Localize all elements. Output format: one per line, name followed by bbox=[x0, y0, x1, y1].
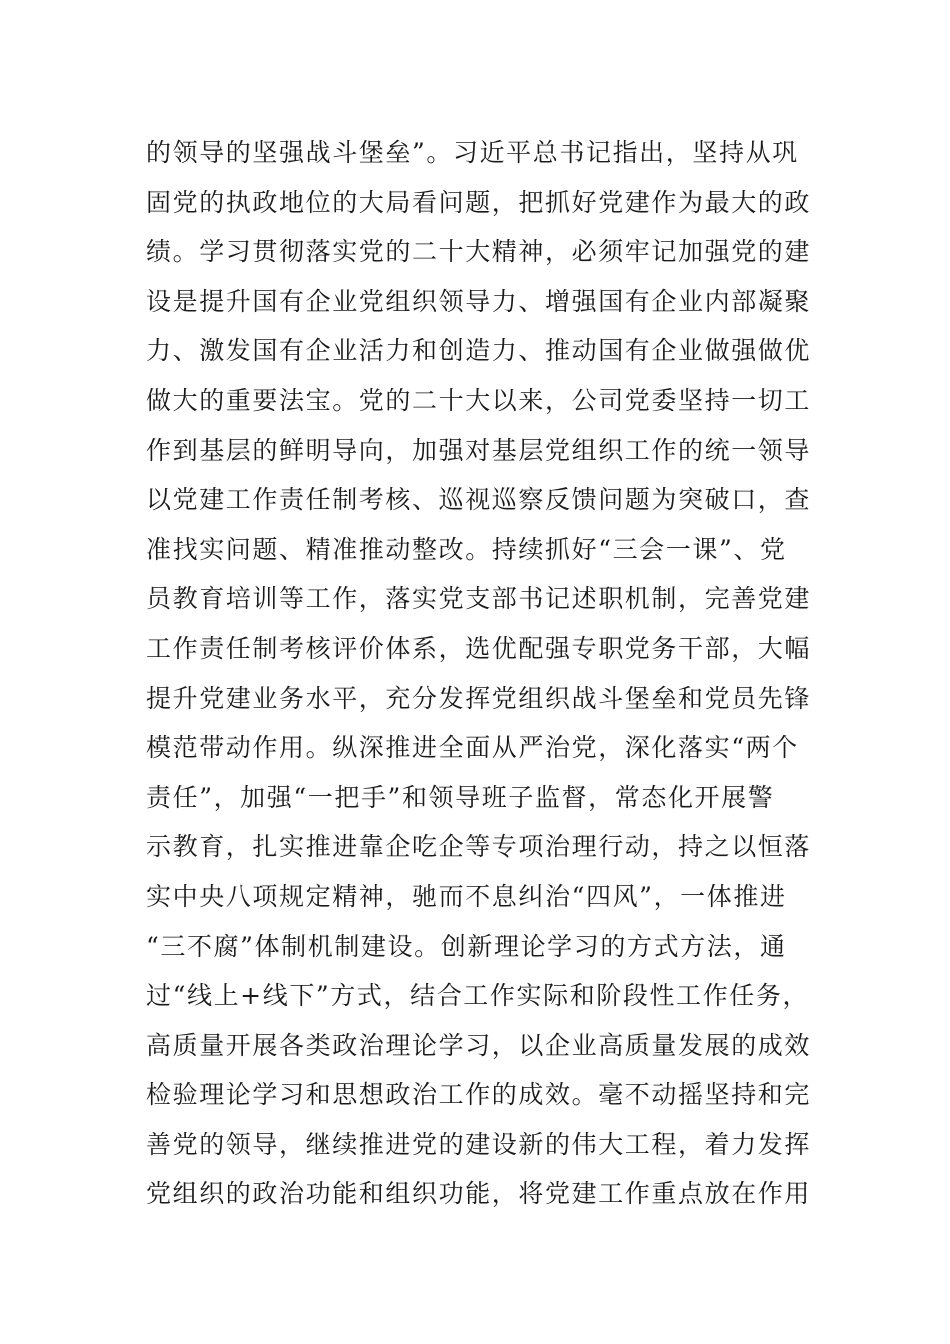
paragraph-line: 以党建工作责任制考核、巡视巡察反馈问题为突破口，查 bbox=[146, 485, 812, 515]
paragraph-line: 善党的领导，继续推进党的建设新的伟大工程，着力发挥 bbox=[146, 1129, 812, 1159]
paragraph-line: 提升党建业务水平，充分发挥党组织战斗堡垒和党员先锋 bbox=[146, 683, 812, 713]
paragraph-line: 工作责任制考核评价体系，选优配强专职党务干部，大幅 bbox=[146, 633, 812, 663]
paragraph-line: 实中央八项规定精神，驰而不息纠治“四风”，一体推进 bbox=[146, 881, 787, 911]
paragraph-line: 党组织的政治功能和组织功能，将党建工作重点放在作用 bbox=[146, 1179, 812, 1209]
paragraph-line: 责任”，加强“一把手”和领导班子监督，常态化开展警 bbox=[146, 782, 775, 812]
paragraph-line: 固党的执政地位的大局看问题，把抓好党建作为最大的政 bbox=[146, 187, 812, 217]
paragraph-line: 作到基层的鲜明导向，加强对基层党组织工作的统一领导 bbox=[146, 435, 812, 465]
paragraph-line: 过“线上+线下”方式，结合工作实际和阶段性工作任务， bbox=[146, 981, 810, 1011]
paragraph-line: 高质量开展各类政治理论学习，以企业高质量发展的成效 bbox=[146, 1030, 812, 1060]
paragraph-line: 准找实问题、精准推动整改。持续抓好“三会一课”、党 bbox=[146, 534, 787, 564]
paragraph-line: 绩。学习贯彻落实党的二十大精神，必须牢记加强党的建 bbox=[146, 237, 812, 267]
paragraph-line: 力、激发国有企业活力和创造力、推动国有企业做强做优 bbox=[146, 336, 812, 366]
paragraph-line: 做大的重要法宝。党的二十大以来，公司党委坚持一切工 bbox=[146, 385, 812, 415]
paragraph-line: 示教育，扎实推进靠企吃企等专项治理行动，持之以恒落 bbox=[146, 832, 812, 862]
paragraph-line: 检验理论学习和思想政治工作的成效。毫不动摇坚持和完 bbox=[146, 1080, 812, 1110]
body-paragraph bbox=[146, 128, 816, 1219]
paragraph-line: 模范带动作用。纵深推进全面从严治党，深化落实“两个 bbox=[146, 733, 799, 763]
paragraph-line: 员教育培训等工作，落实党支部书记述职机制，完善党建 bbox=[146, 584, 812, 614]
paragraph-line: 设是提升国有企业党组织领导力、增强国有企业内部凝聚 bbox=[146, 286, 812, 316]
paragraph-line: “三不腐”体制机制建设。创新理论学习的方式方法，通 bbox=[146, 931, 787, 961]
paragraph-line: 的领导的坚强战斗堡垒”。习近平总书记指出，坚持从巩 bbox=[146, 138, 799, 167]
